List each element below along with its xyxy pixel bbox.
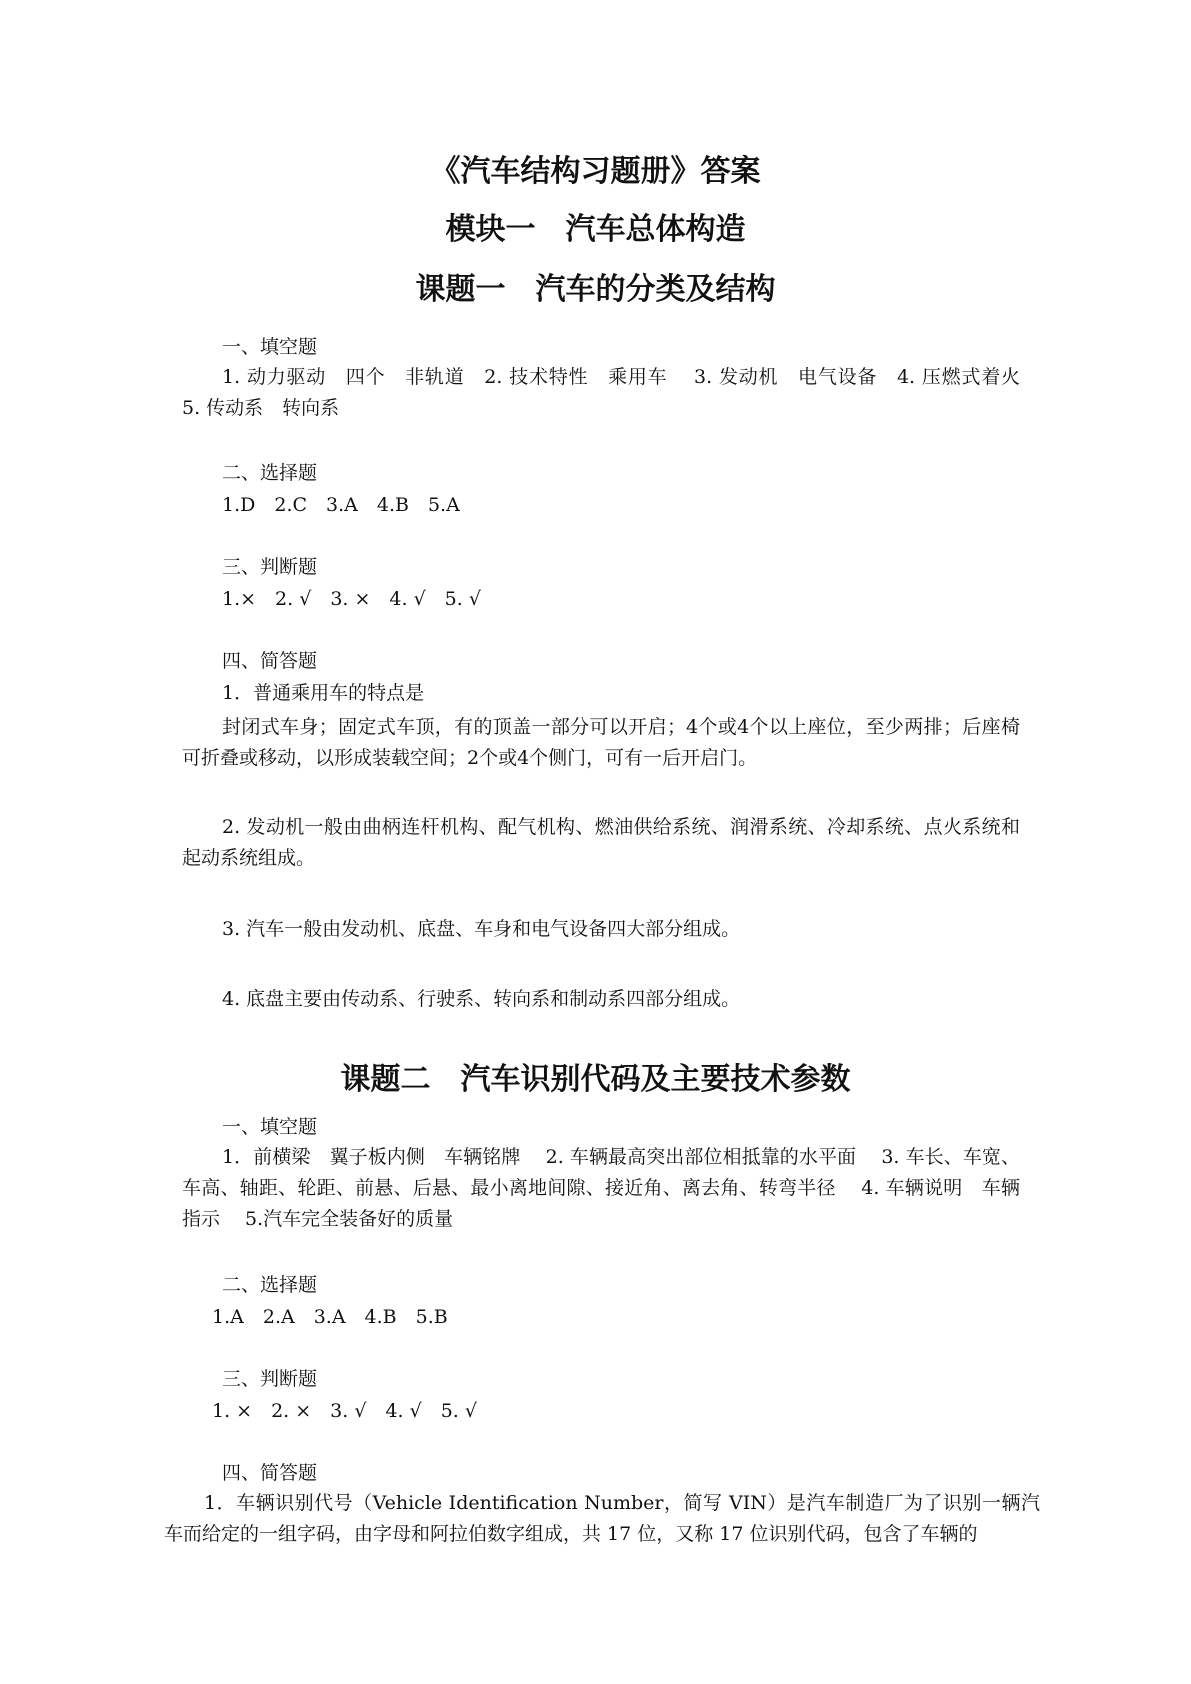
topic1-judge-answers: 1.× 2. √ 3. × 4. √ 5. √: [222, 588, 481, 610]
topic1-title: 课题一 汽车的分类及结构: [415, 272, 776, 307]
document-title: 《汽车结构习题册》答案: [430, 154, 761, 189]
topic1-choice-heading: 二、选择题: [222, 462, 318, 484]
topic2-choice-answers: 1.A 2.A 3.A 4.B 5.B: [212, 1306, 448, 1328]
topic2-judge-heading: 三、判断题: [222, 1368, 318, 1390]
topic2-q1-answer: 1．车辆识别代号（Vehicle Identification Number，简写 VIN）是汽车制造厂为了识别一辆汽车而给定的一组字码，由字母和阿拉伯数字组成，共 17 位，又称 17 位识别代码，包含了车辆的: [164, 1492, 1040, 1545]
topic2-choice-heading: 二、选择题: [222, 1274, 318, 1296]
topic1-q4-answer: 4. 底盘主要由传动系、行驶系、转向系和制动系四部分组成。: [222, 988, 741, 1010]
topic2-judge-answers: 1. × 2. × 3. √ 4. √ 5. √: [212, 1400, 477, 1422]
topic1-fill-heading: 一、填空题: [222, 336, 318, 358]
topic1-short-heading: 四、简答题: [222, 650, 318, 672]
topic1-q2-answer: 2. 发动机一般由曲柄连杆机构、配气机构、燃油供给系统、润滑系统、冷却系统、点火系统和起动系统组成。: [182, 816, 1020, 869]
topic2-fill-heading: 一、填空题: [222, 1116, 318, 1138]
topic1-q1-label: 1．普通乘用车的特点是: [222, 682, 425, 704]
topic1-q1-answer: 封闭式车身；固定式车顶，有的顶盖一部分可以开启；4个或4个以上座位，至少两排；后座椅可折叠或移动，以形成装载空间；2个或4个侧门，可有一后开启门。: [182, 716, 1020, 769]
topic2-fill-answers: 1．前横梁 翼子板内侧 车辆铭牌 2. 车辆最高突出部位相抵靠的水平面 3. 车长、车宽、车高、轴距、轮距、前悬、后悬、最小离地间隙、接近角、离去角、转弯半径 4. 车辆说明 车辆指示 5.汽车完全装备好的质量: [182, 1146, 1020, 1230]
topic1-judge-heading: 三、判断题: [222, 556, 318, 578]
topic1-fill-answers: 1. 动力驱动 四个 非轨道 2. 技术特性 乘用车 3. 发动机 电气设备 4. 压燃式着火 5. 传动系 转向系: [182, 366, 1046, 419]
topic2-title: 课题二 汽车识别代码及主要技术参数: [340, 1062, 851, 1097]
topic2-short-heading: 四、简答题: [222, 1462, 318, 1484]
topic1-q3-answer: 3. 汽车一般由发动机、底盘、车身和电气设备四大部分组成。: [222, 918, 741, 940]
topic1-choice-answers: 1.D 2.C 3.A 4.B 5.A: [222, 494, 460, 516]
module-title: 模块一 汽车总体构造: [445, 212, 746, 247]
